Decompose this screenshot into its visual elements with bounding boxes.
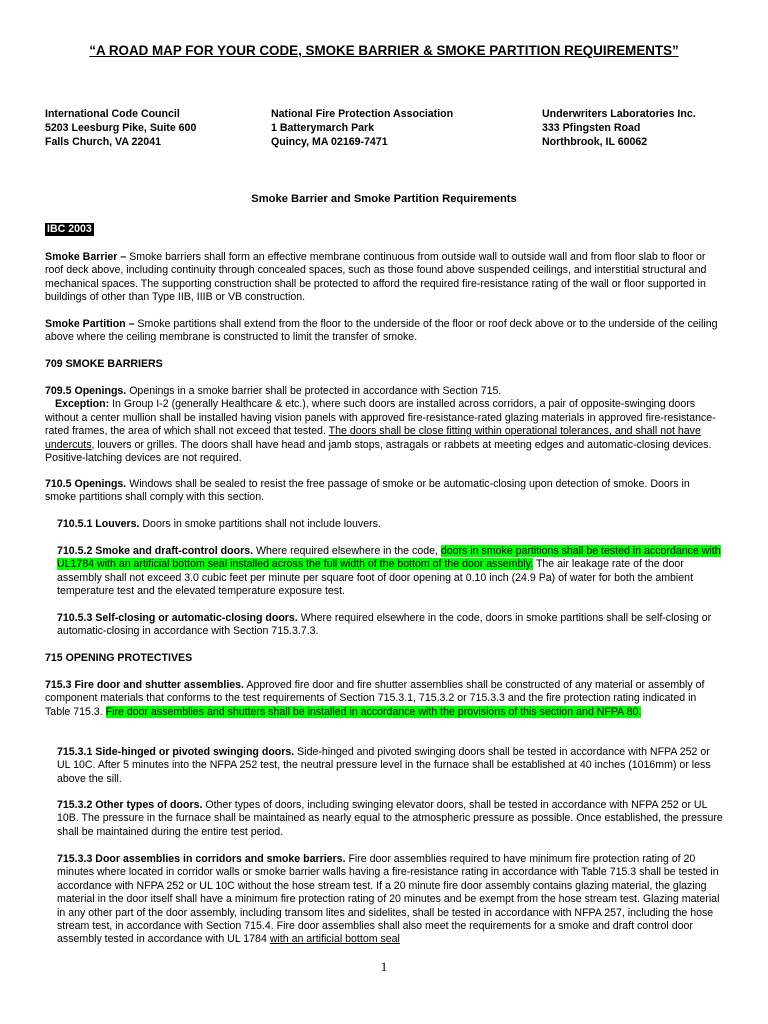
section-710-5-3 [57,612,723,639]
section-label: 710.5.3 Self-closing or automatic-closing doors. [57,612,298,624]
section-text: Where required elsewhere in the code, [253,545,441,557]
address-line: Falls Church, VA 22041 [45,136,161,148]
address-line: 5203 Leesburg Pike, Suite 600 [45,122,197,134]
address-line: International Code Council [45,108,180,120]
section-label: 710.5.1 Louvers. [57,518,140,530]
section-label: 715.3.3 Door assemblies in corridors and smoke barriers. [57,853,346,865]
section-715-3-3 [57,853,723,947]
smoke-partition-definition [45,318,723,345]
address-line: Northbrook, IL 60062 [542,136,648,148]
heading-709: 709 SMOKE BARRIERS [45,358,163,370]
section-text: Openings in a smoke barrier shall be protected in accordance with Section 715. [126,385,502,397]
section-710-5-2 [57,545,723,599]
address-line: National Fire Protection Association [271,108,454,120]
section-715-3-2 [57,799,723,839]
heading-715: 715 OPENING PROTECTIVES [45,652,193,664]
smoke-barrier-definition [45,251,723,305]
section-tail: The air leakage rate of the door assembly shall not exceed 3.0 cubic feet per minute per square foot of door opening at 0.10 inch (24.9 Pa) of water for both the ambient temperature test and the elevated temperature exposure test. [57,558,694,598]
section-709-5 [45,385,723,465]
definition-text: Smoke partitions shall extend from the floor to the underside of the floor or roof deck above or to the underside of the ceiling above where the ceiling membrane is constructed to limit the transfer of smoke. [45,318,718,344]
page-number: 1 [380,959,388,974]
address-line: Underwriters Laboratories Inc. [542,108,696,120]
section-label: 709.5 Openings. [45,385,127,397]
ibc-badge: IBC 2003 [47,223,92,235]
section-710-5 [45,478,723,505]
section-label: 715.3.2 Other types of doors. [57,799,203,811]
term-label: Smoke Barrier – [45,251,127,263]
section-text: Approved fire door and fire shutter assemblies shall be constructed of any material or assembly of component materials that conforms to the test requirements of Section 715.3.1, 715.3.2 or 715.3.3 and the fire protection rating indicated in Table 715.3. [45,679,705,718]
address-line: Quincy, MA 02169-7471 [271,136,388,148]
section-subtitle: Smoke Barrier and Smoke Partition Requirements [251,193,517,205]
section-710-5-1 [57,518,723,531]
section-text: Where required elsewhere in the code, doors in smoke partitions shall be self-closing or automatic-closing in accordance with Section 715.3.7.3. [57,612,712,638]
section-text: Fire door assemblies required to have minimum fire protection rating of 20 minutes where located in corridor walls or smoke barrier walls having a fire-resistance rating in accordance with Table 715.3 shall be tested in accordance with NFPA 252 or UL 10C without the hose stream test. If a 20 minute fire door assembly contains glazing material, the glazing material in the door itself shall have a minimum fire protection rating of 20 minutes and be exempt from the hose stream test. Glazing material in any other part of the door assembly, including transom lites and sidelites, shall be tested in accordance with NFPA 257, including the hose stream test, in accordance with Section 715.4. Fire door assemblies shall also meet the requirements for a smoke and draft control door assembly tested in accordance with UL 1784 [57,853,720,946]
section-label: 710.5.2 Smoke and draft-control doors. [57,545,254,557]
exception-tail: , louvers or grilles. The doors shall have head and jamb stops, astragals or rabbets at meeting edges and automatic-closing devices. Positive-latching devices are not required. [45,438,712,465]
section-label: 710.5 Openings. [45,478,127,490]
definition-text: Smoke barriers shall form an effective membrane continuous from outside wall to outside wall and from floor slab to floor or roof deck above, including continuity through concealed spaces, such as those found above suspended ceilings, and interstitial structural and mechanical spaces. The supporting construction shall be protected to afford the required fire-resistance rating of the wall or floor supported in buildings of other than Type IIB, IIIB or VB construction. [45,251,707,304]
section-text: Doors in smoke partitions shall not include louvers. [139,518,381,530]
section-label: 715.3.1 Side-hinged or pivoted swinging doors. [57,746,295,758]
document-title: “A ROAD MAP FOR YOUR CODE, SMOKE BARRIER & SMOKE PARTITION REQUIREMENTS” [89,43,679,58]
section-text: Windows shall be sealed to resist the free passage of smoke or be automatic-closing upon detection of smoke. Doors in smoke partitions shall comply with this section. [45,478,690,504]
address-line: 1 Batterymarch Park [271,122,375,134]
address-icc [45,107,196,149]
term-label: Smoke Partition – [45,318,135,330]
address-ul [542,107,696,149]
highlighted-text: Fire door assemblies and shutters shall be installed in accordance with the provisions of this section and NFPA 80. [105,705,642,718]
section-text: Other types of doors, including swinging elevator doors, shall be tested in accordance with NFPA 252 or UL 10B. The pressure in the furnace shall be maintained as nearly equal to the atmospheric pressure as possible. Once established, the pressure shall be maintained during the entire test period. [57,799,723,838]
section-text: Side-hinged and pivoted swinging doors shall be tested in accordance with NFPA 252 or UL 10C. After 5 minutes into the NFPA 252 test, the neutral pressure level in the furnace shall be established at 40 inches (1016mm) or less above the sill. [57,746,711,785]
section-715-3 [45,679,723,719]
highlighted-text: doors in smoke partitions shall be tested in accordance with UL1784 with an artificial bottom seal installed across the full width of the bottom of the door assembly. [57,545,721,571]
section-label: 715.3 Fire door and shutter assemblies. [45,679,245,691]
section-715-3-1 [57,746,723,786]
exception-text: In Group I-2 (generally Healthcare & etc.), where such doors are installed across corridors, a pair of opposite-swinging doors without a center mullion shall be installed having vision panels with approved fire-resistance-rated glazing materials in approved fire-resistance-rated frames, the area of which shall not exceed that tested. [45,398,716,438]
address-nfpa [271,107,453,149]
underlined-text: with an artificial bottom seal [269,933,400,946]
exception-label: Exception: [55,398,110,411]
exception-underlined-text: The doors shall be close fitting within operational tolerances, and shall not have undercuts [45,425,701,451]
address-line: 333 Pfingsten Road [542,122,641,134]
